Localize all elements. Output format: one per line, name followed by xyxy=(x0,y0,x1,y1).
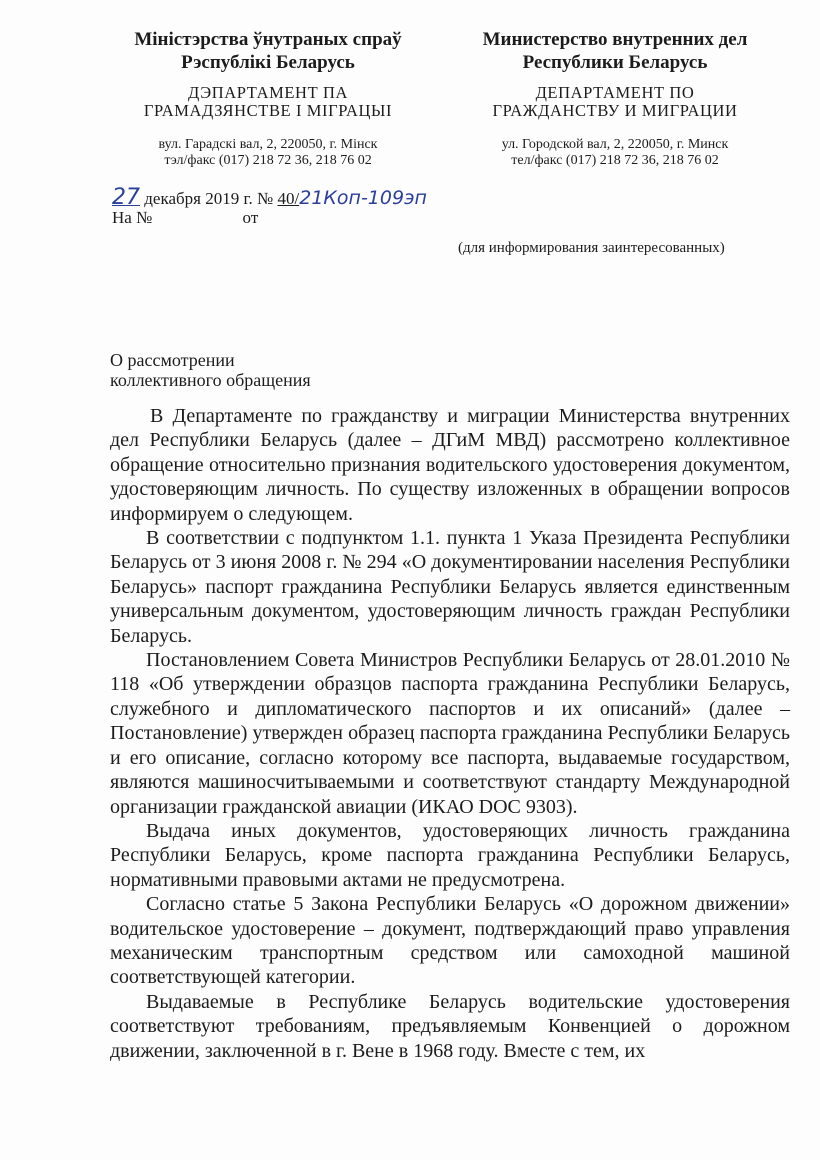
phone-fax-line: тэл/факс (017) 218 72 36, 218 76 02 xyxy=(164,153,372,168)
address-ru xyxy=(440,137,790,169)
address-be xyxy=(108,137,428,169)
body-paragraph: В Департаменте по гражданству и миграции Министерства внутренних дел Республики Беларусь (далее – ДГиМ МВД) рассмотрено коллективное обращение относительно признания водительского удостоверения документом, удостоверяющим личность. По существу изложенных в обращении вопросов информируем о следующем. xyxy=(110,405,790,525)
month-year-label: декабря 2019 г. № xyxy=(144,189,274,208)
department-line-1: ДЕПАРТАМЕНТ ПО xyxy=(535,83,695,102)
department-line-1: ДЭПАРТАМЕНТ ПА xyxy=(187,83,349,102)
recipient-line: (для информирования заинтересованных) xyxy=(458,240,725,256)
handwritten-day: 27 xyxy=(112,185,140,210)
reference-from-label: от xyxy=(242,208,259,227)
letter-body xyxy=(110,404,790,1063)
phone-fax-line: тел/факс (017) 218 72 36, 218 76 02 xyxy=(511,153,719,168)
department-name-ru xyxy=(440,84,790,120)
address-line-1: ул. Городской вал, 2, 220050, г. Минск xyxy=(501,137,729,152)
ministry-line-2: Республики Беларусь xyxy=(522,52,708,73)
ministry-line-2: Рэспублікі Беларусь xyxy=(181,52,355,73)
letterhead-belarusian xyxy=(108,28,428,169)
handwritten-registration-number: 21Коп-109эп xyxy=(299,187,427,209)
letterhead-russian xyxy=(440,28,790,169)
body-paragraph: В соответствии с подпунктом 1.1. пункта 1 Указа Президента Республики Беларусь от 3 июня 2008 г. № 294 «О документировании населения Республики Беларусь» паспорт гражданина Республики Беларусь является единственным универсальным документом, удостоверяющим личность граждан Республики Беларусь. xyxy=(110,527,790,647)
department-line-2: ГРАМАДЗЯНСТВЕ І МІГРАЦЫІ xyxy=(143,101,393,120)
body-paragraph: Постановлением Совета Министров Республики Беларусь от 28.01.2010 № 118 «Об утверждении образцов паспорта гражданина Республики Беларусь, служебного и дипломатического паспортов и их описаний» (далее – Постановление) утвержден образец паспорта гражданина Республики Беларусь и его описание, согласно которому все паспорта, выдаваемые государством, являются машиносчитываемыми и соответствуют стандарту Международной организации гражданской авиации (ИКАО DOC 9303). xyxy=(110,649,790,818)
registration-date-line xyxy=(112,185,427,210)
department-name-be xyxy=(108,84,428,120)
reference-line xyxy=(112,208,258,228)
reference-number-label: На № xyxy=(112,208,153,227)
body-paragraph: Выдача иных документов, удостоверяющих личность гражданина Республики Беларусь, кроме паспорта гражданина Республики Беларусь, нормативными правовыми актами не предусмотрена. xyxy=(110,819,790,891)
address-line-1: вул. Гарадскі вал, 2, 220050, г. Мінск xyxy=(158,137,378,152)
ministry-name-be xyxy=(108,28,428,74)
subject-line-1: О рассмотрении xyxy=(110,350,235,370)
body-paragraph: Выдаваемые в Республике Беларусь водительские удостоверения соответствуют требованиям, предъявляемым Конвенцией о дорожном движении, заключенной в г. Вене в 1968 году. Вместе с тем, их xyxy=(110,990,790,1062)
letter-subject xyxy=(110,350,311,390)
registration-number-printed: 40/ xyxy=(277,189,300,208)
subject-line-2: коллективного обращения xyxy=(110,370,311,390)
body-paragraph: Согласно статье 5 Закона Республики Беларусь «О дорожном движении» водительское удостоверение – документ, подтверждающий право управления механическим транспортным средством или самоходной машиной соответствующей категории. xyxy=(110,893,790,989)
ministry-line-1: Министерство внутренних дел xyxy=(482,29,748,50)
ministry-line-1: Міністэрства ўнутраных спраў xyxy=(134,29,402,50)
department-line-2: ГРАЖДАНСТВУ И МИГРАЦИИ xyxy=(492,101,738,120)
ministry-name-ru xyxy=(440,28,790,74)
